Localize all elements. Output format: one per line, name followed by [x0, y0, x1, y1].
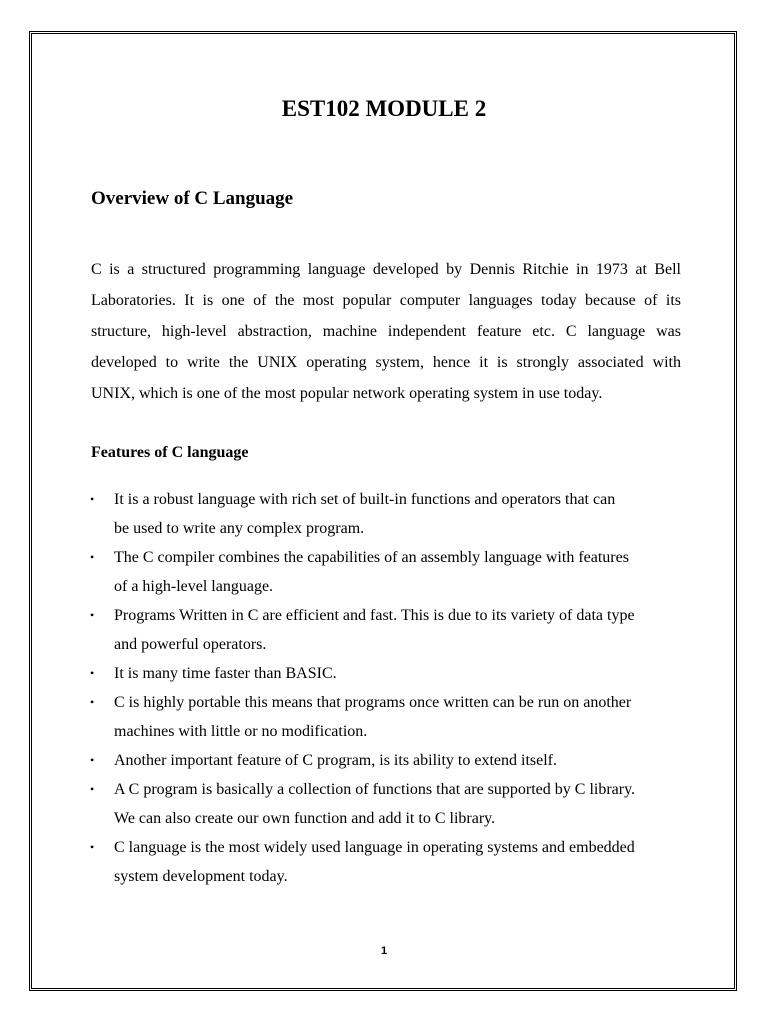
paragraph-line: UNIX, which is one of the most popular network operating system in use today. — [91, 385, 603, 402]
bullet-icon: • — [90, 695, 95, 709]
feature-text-line: We can also create our own function and add it to C library. — [114, 810, 496, 827]
document-title: EST102 MODULE 2 — [281, 96, 487, 121]
feature-text-line: of a high-level language. — [114, 578, 274, 595]
feature-text-line: system development today. — [114, 868, 288, 885]
feature-list-item — [91, 485, 681, 543]
feature-text-line: C is highly portable this means that programs once written can be run on another — [114, 694, 632, 711]
feature-text-line: It is a robust language with rich set of built-in functions and operators that can — [114, 491, 616, 508]
feature-list-item — [91, 659, 681, 688]
feature-text-line: C language is the most widely used language in operating systems and embedded — [114, 839, 635, 856]
feature-text-line: It is many time faster than BASIC. — [114, 665, 337, 682]
feature-text-line: Another important feature of C program, is its ability to extend itself. — [114, 752, 558, 769]
feature-list-item — [91, 833, 681, 891]
features-list — [91, 485, 681, 891]
feature-text-line: The C compiler combines the capabilities of an assembly language with features — [114, 549, 629, 566]
page-number: 1 — [380, 945, 388, 957]
bullet-icon: • — [90, 666, 95, 680]
feature-text-line: Programs Written in C are efficient and fast. This is due to its variety of data type — [114, 607, 635, 624]
bullet-icon: • — [90, 492, 95, 506]
paragraph-line: Laboratories. It is one of the most popular computer languages today because of its — [91, 292, 681, 309]
overview-paragraph — [91, 254, 681, 409]
paragraph-line: C is a structured programming language developed by Dennis Ritchie in 1973 at Bell — [91, 261, 681, 278]
overview-heading: Overview of C Language — [91, 188, 294, 209]
feature-list-item — [91, 746, 681, 775]
feature-list-item — [91, 688, 681, 746]
feature-list-item — [91, 775, 681, 833]
bullet-icon: • — [90, 608, 95, 622]
feature-text-line: A C program is basically a collection of functions that are supported by C library. — [114, 781, 636, 798]
features-heading: Features of C language — [91, 444, 249, 461]
feature-text-line: and powerful operators. — [114, 636, 267, 653]
bullet-icon: • — [90, 840, 95, 854]
bullet-icon: • — [90, 550, 95, 564]
feature-text-line: machines with little or no modification. — [114, 723, 368, 740]
feature-list-item — [91, 543, 681, 601]
paragraph-line: structure, high-level abstraction, machine independent feature etc. C language was — [91, 323, 681, 340]
bullet-icon: • — [90, 782, 95, 796]
feature-text-line: be used to write any complex program. — [114, 520, 365, 537]
feature-list-item — [91, 601, 681, 659]
bullet-icon: • — [90, 753, 95, 767]
paragraph-line: developed to write the UNIX operating system, hence it is strongly associated with — [91, 354, 681, 371]
